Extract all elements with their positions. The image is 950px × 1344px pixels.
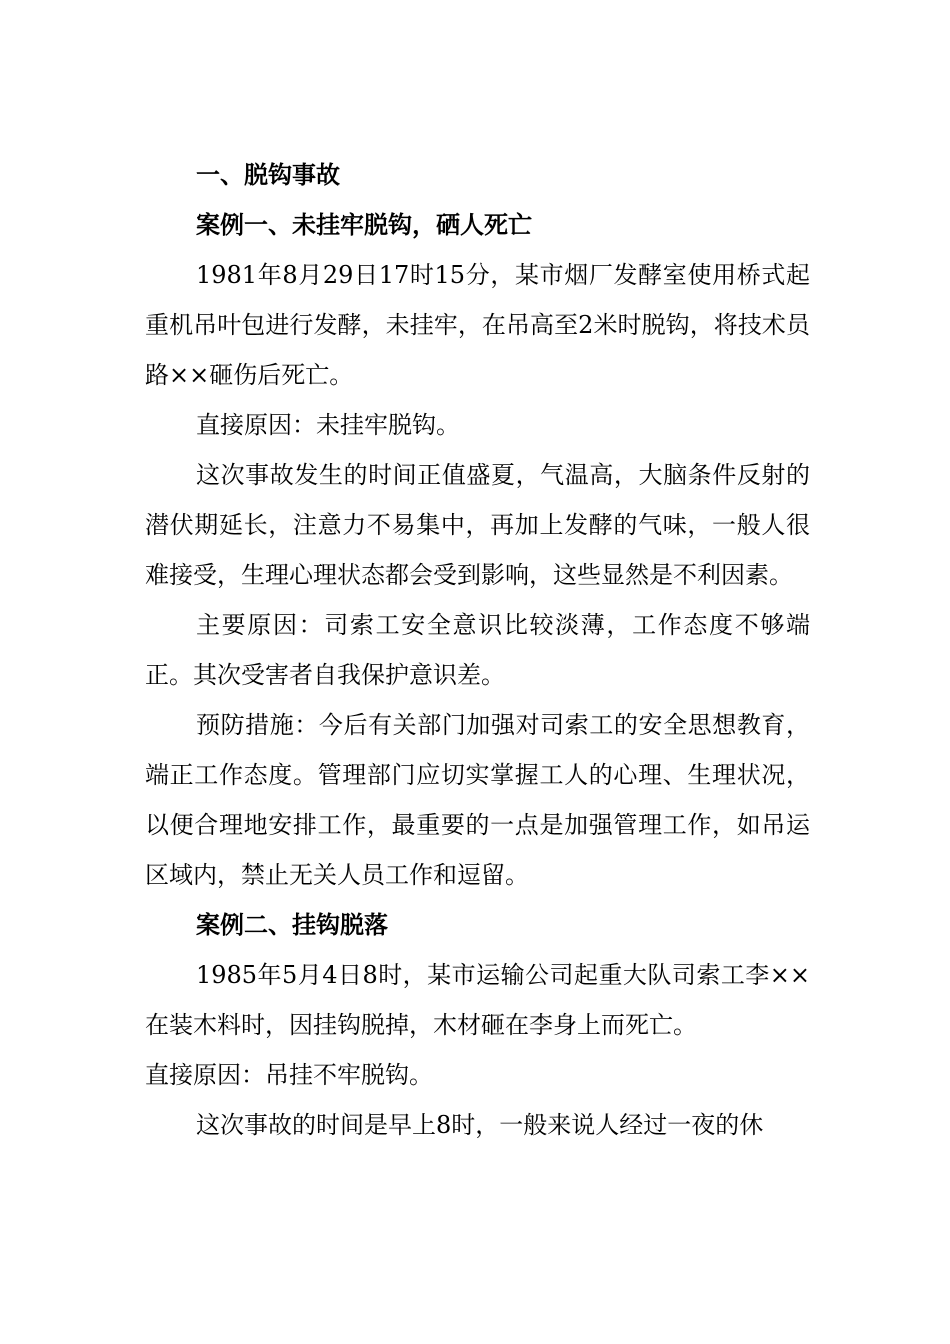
case1-title: 案例一、未挂牢脱钩，硒人死亡 [196, 210, 532, 239]
case2-title: 案例二、挂钩脱落 [196, 910, 388, 939]
document-body [145, 150, 810, 1150]
case2-paragraph-analysis: 这次事故的时间是早上8时，一般来说人经过一夜的休 [196, 1111, 764, 1139]
case1-paragraph-prevention: 预防措施：今后有关部门加强对司索工的安全思想教育，端正工作态度。管理部门应切实掌握工人的心理、生理状况，以便合理地安排工作，最重要的一点是加强管理工作，如吊运区域内，禁止无关人员工作和逗留。 [145, 711, 810, 889]
case1-paragraph-main-cause: 主要原因：司索工安全意识比较淡薄，工作态度不够端正。其次受害者自我保护意识差。 [145, 611, 810, 689]
case1-paragraph-incident: 1981年8月29日17时15分，某市烟厂发酵室使用桥式起重机吊叶包进行发酵，未挂牢，在吊高至2米时脱钩，将技术员路××砸伤后死亡。 [145, 261, 810, 389]
case1-paragraph-direct-cause: 直接原因：未挂牢脱钩。 [196, 411, 460, 439]
case1-paragraph-analysis: 这次事故发生的时间正值盛夏，气温高，大脑条件反射的潜伏期延长，注意力不易集中，再加上发酵的气味，一般人很难接受，生理心理状态都会受到影响，这些显然是不利因素。 [145, 461, 810, 589]
case2-paragraph-incident: 1985年5月4日8时，某市运输公司起重大队司索工李××在装木料时，因挂钩脱掉，木材砸在李身上而死亡。 [145, 961, 810, 1039]
case2-paragraph-direct-cause: 直接原因：吊挂不牢脱钩。 [145, 1061, 433, 1089]
section-title: 一、脱钩事故 [196, 160, 340, 189]
